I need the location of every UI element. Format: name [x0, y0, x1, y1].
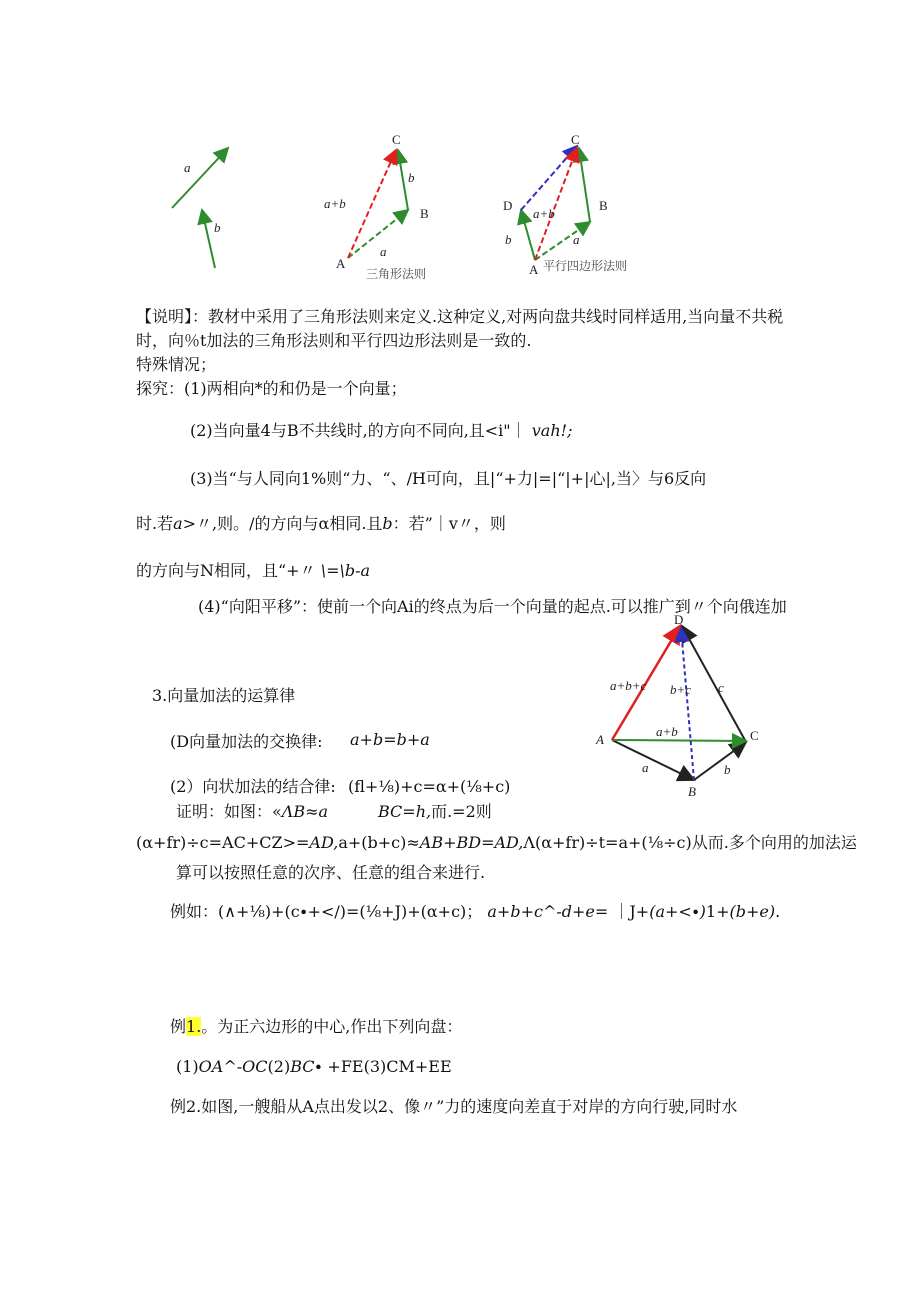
vector-b [202, 210, 215, 268]
proof-2-3: a+(b+c)≈ [338, 833, 420, 852]
proof-line-1 [176, 801, 328, 823]
point-c-label: C [571, 132, 580, 147]
note-line-1: 【说明】：教材中采用了三角形法则来定义.这种定义,对两向盘共线时同样适用,当向量不共税 [136, 307, 784, 326]
label-a: a [642, 760, 649, 775]
proof-2-4: AB+BD=AD, [419, 833, 524, 852]
item-3-cont-1: 时.若 [136, 514, 174, 533]
example-2: 例2.如图,一艘船从A点出发以2、像〃”力的速度向差直于对岸的方向行驶,同时水 [170, 1097, 738, 1116]
label-a: a [380, 244, 387, 259]
point-c-label: C [750, 728, 759, 743]
vector-a [348, 210, 408, 258]
example-line [170, 901, 780, 923]
item-3-end-text: 的方向与N相同，且“+〃 [136, 561, 316, 580]
item-3-end-formula: \=\b-a [320, 561, 371, 580]
item-2 [190, 420, 572, 442]
vector-a-plus-b [612, 740, 746, 741]
vector-a-plus-b [535, 148, 577, 260]
note-line-2: 时，向％t加法的三角形法则和平行四边形法则是一致的. [136, 331, 532, 350]
ex1-items-2: OA^-OC [198, 1057, 268, 1076]
proof-4: 而.=2则 [431, 802, 492, 821]
caption: 三角形法则 [366, 267, 427, 280]
label-a: a [573, 232, 580, 247]
example-3: ｜J+ [613, 902, 650, 921]
law-1-formula: a+b=b+a [350, 730, 430, 749]
proof-3: BC=h, [378, 802, 432, 821]
item-3-cont-5: ：若”｜v〃，则 [392, 514, 506, 533]
example-4: (a+<∙) [649, 902, 706, 921]
example-1-items [176, 1056, 452, 1078]
point-a-label: A [596, 732, 604, 747]
special-cases: 特殊情况； [136, 355, 217, 374]
example-5: 1+ [705, 902, 730, 921]
vector-b-plus-c [681, 628, 694, 780]
vector-b [398, 150, 408, 210]
point-b-label: B [688, 784, 696, 799]
label-b: b [724, 762, 731, 777]
item-3-end [136, 560, 370, 582]
side-b-to-c [579, 148, 590, 222]
point-d-label: D [503, 198, 513, 213]
vector-b [694, 742, 746, 780]
item-4: (4)“向阳平移”：使前一个向Ai的终点为后一个向量的起点.可以推广到〃个向俄连加 [198, 597, 787, 616]
ex1-items-3: (2) [267, 1057, 291, 1076]
ex1-highlight: 1. [186, 1017, 202, 1036]
figure-triangle-rule [318, 130, 448, 280]
label-b: b [408, 170, 415, 185]
figure-free-vectors [160, 140, 250, 275]
proof-1: 证明：如图：« [176, 802, 282, 821]
item-3-cont-2: a> [173, 514, 197, 533]
side-d-to-c [521, 146, 577, 210]
label-a-plus-b-plus-c: a+b+c [610, 678, 647, 693]
item-3-cont-3: 〃,则。/的方向与α相同.且 [196, 514, 383, 533]
vector-a-plus-b [348, 150, 396, 258]
item-2-formula: vah!; [531, 421, 573, 440]
point-a-label: A [336, 256, 346, 271]
proof-2: ΛB≈a [281, 802, 329, 821]
label-a: a [184, 160, 191, 175]
proof-line-3: 算可以按照任意的次序、任意的组合来进行. [176, 863, 486, 882]
vector-a [172, 148, 228, 208]
label-a-plus-b: a+b [533, 206, 555, 221]
vector-a [535, 222, 590, 260]
ex1-pre: 例 [170, 1017, 187, 1036]
item-2-text: (2)当向量4与B不共线时,的方向不同向,且<i"｜ [190, 421, 527, 440]
label-b: b [505, 232, 512, 247]
ex1-items-4: BC∙ [290, 1057, 323, 1076]
label-b: b [214, 220, 221, 235]
vector-c [682, 626, 746, 742]
explore-1: 探究：(1)两相向*的和仍是一个向量； [136, 379, 407, 398]
proof-2-2: AD, [309, 833, 339, 852]
law-2-label: (2）向状加法的结合律: [170, 777, 336, 796]
ex1-post: 。为正六边形的中心,作出下列向盘： [201, 1017, 463, 1036]
figure-associative-law [590, 612, 780, 802]
label-a-plus-b: a+b [324, 196, 346, 211]
proof-line-1b [378, 801, 492, 823]
proof-2-5: Λ(α+fr)÷t=a+(⅛÷c)从而.多个向用的加法运 [523, 833, 857, 852]
example-6: (b+e). [729, 902, 781, 921]
label-a-plus-b: a+b [656, 724, 678, 739]
law-2-formula: (fl+⅛)+c=α+(⅛+c) [348, 777, 511, 796]
point-b-label: B [420, 206, 429, 221]
vector-a [612, 740, 694, 780]
heading-3: 3.向量加法的运算律 [152, 686, 296, 705]
item-3-cont [136, 513, 506, 535]
example-1: 例如：(∧+⅛)+(c∙+</)=(⅛+J)+(α+c)； [170, 902, 483, 921]
ex1-items-1: (1) [176, 1057, 199, 1076]
proof-line-2 [136, 832, 857, 854]
point-d-label: D [674, 612, 684, 627]
example-2: a+b+c^-d+e= [487, 902, 609, 921]
ex1-items-5: +FE(3)CM+EE [327, 1057, 452, 1076]
label-c: c [718, 680, 724, 695]
point-b-label: B [599, 198, 608, 213]
caption: 平行四边形法则 [543, 259, 628, 273]
point-a-label: A [529, 262, 539, 277]
law-1-label: (D向量加法的交换律: [170, 732, 323, 751]
proof-2-1: (α+fr)÷c=AC+CZ>= [136, 833, 310, 852]
figure-parallelogram-rule [495, 130, 655, 280]
item-3-cont-4: b [382, 514, 393, 533]
example-1-heading [170, 1016, 462, 1038]
point-c-label: C [392, 132, 401, 147]
label-b-plus-c: b+c [670, 682, 692, 697]
item-3: (3)当“与人同向1%则“力、“、/H可向，且|“+力|=|“|+|心|,当〉与6反向 [190, 469, 707, 488]
